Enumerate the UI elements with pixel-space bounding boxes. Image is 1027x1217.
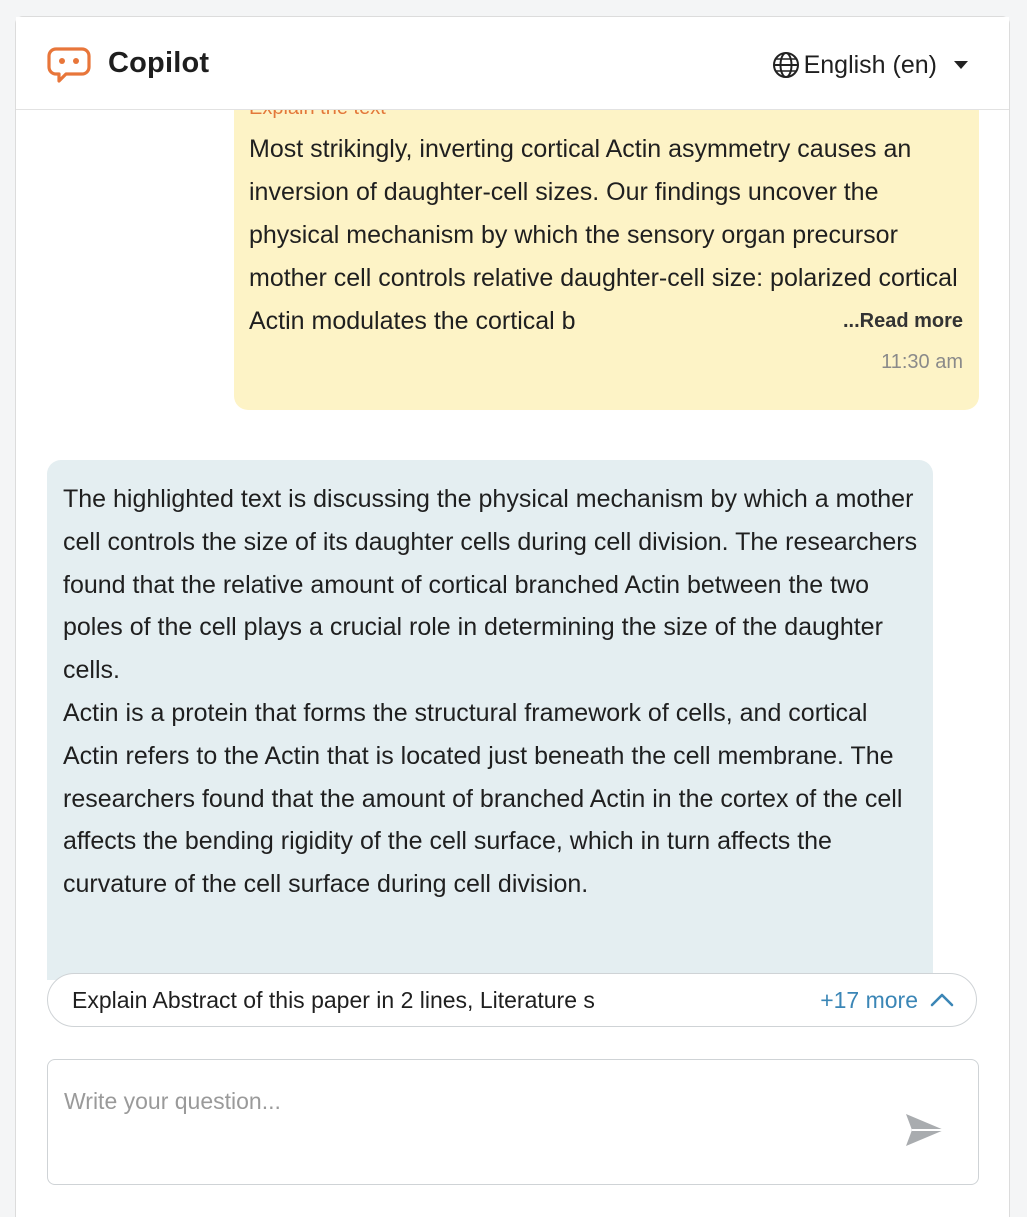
caret-down-icon [953,60,969,70]
user-message-text [249,128,963,343]
globe-icon [772,51,800,79]
question-composer [47,1059,979,1185]
assistant-message-text [63,478,919,906]
assistant-message [47,460,933,980]
chevron-up-icon [930,993,954,1007]
app-title: Copilot [108,47,210,79]
language-label: English (en) [803,50,937,79]
header [16,17,1009,110]
suggestion-list[interactable]: Explain Abstract of this paper in 2 lines, Literature s [72,986,595,1013]
suggestion-chips-bar[interactable] [47,973,977,1027]
message-timestamp: 11:30 am [881,351,963,373]
conversation-area[interactable] [16,110,1009,934]
more-suggestions-label: +17 more [820,986,918,1013]
more-suggestions-button[interactable] [820,987,954,1014]
read-more-link[interactable]: ...Read more [835,300,963,343]
assistant-paragraph: The highlighted text is discussing the physical mechanism by which a mother cell controls the size of its daughter cells during cell division. The researchers found that the relative amount of cortical branched Actin between the two poles of the cell plays a crucial role in determining the size of the daughter cells. [63,485,918,685]
language-selector[interactable] [772,49,969,81]
user-message-body: Most strikingly, inverting cortical Actin asymmetry causes an inversion of daughter-cell sizes. Our findings uncover the physical mechanism by which the sensory organ precursor mother cell controls relative daughter-cell size: polarized cortical Actin modulates the cortical b [249,135,958,335]
chat-bubble-icon [48,45,90,83]
send-icon[interactable] [904,1112,946,1148]
question-input[interactable] [62,1086,886,1150]
copilot-panel [15,16,1010,1217]
user-message [234,90,979,410]
assistant-paragraph: Actin is a protein that forms the structural framework of cells, and cortical Actin refers to the Actin that is located just beneath the cell membrane. The researchers found that the amount of branched Actin in the cortex of the cell affects the bending rigidity of the cell surface, which in turn affects the curvature of the cell surface during cell division. [63,698,903,899]
